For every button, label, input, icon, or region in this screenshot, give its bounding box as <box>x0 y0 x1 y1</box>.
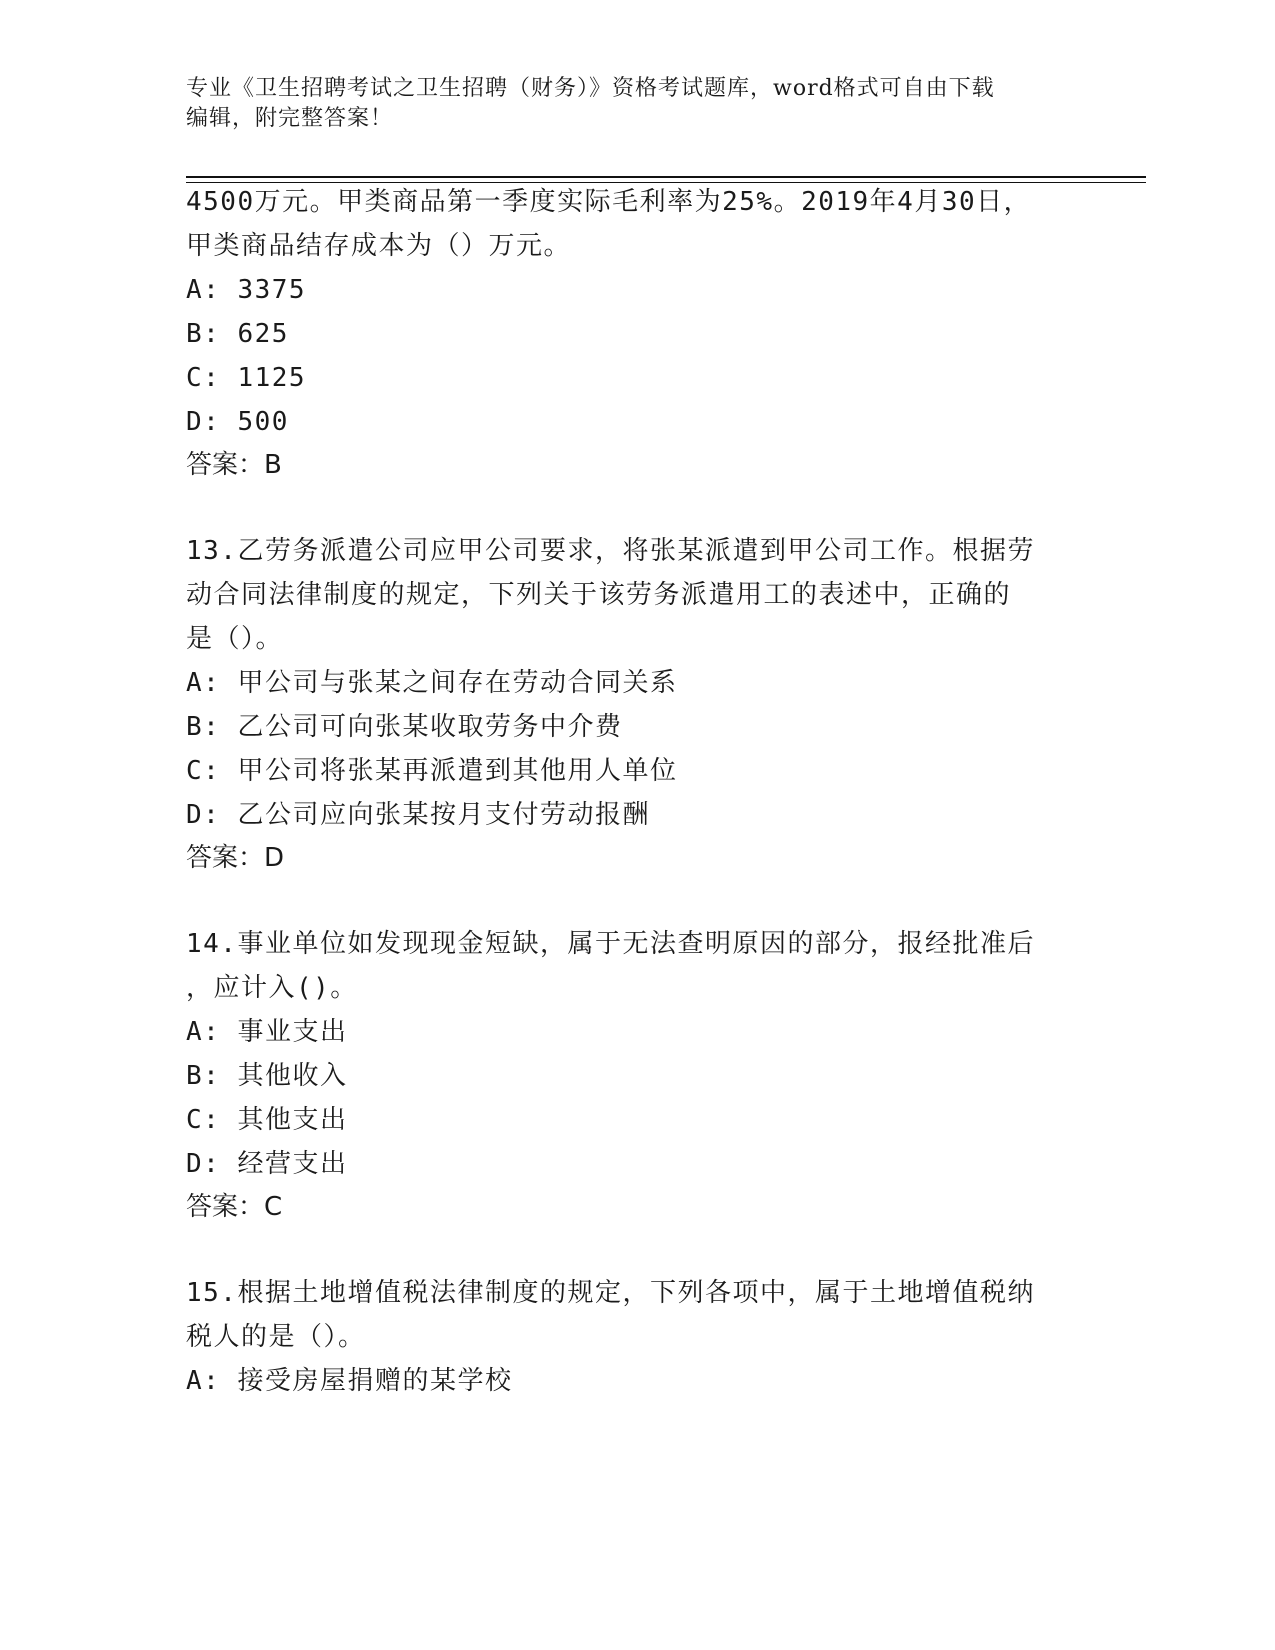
q13-option-a: A: 甲公司与张某之间存在劳动合同关系 <box>186 668 678 698</box>
q15-option-a: A: 接受房屋捐赠的某学校 <box>186 1366 513 1396</box>
header-rule-thin <box>186 182 1146 183</box>
q13-answer: 答案：D <box>186 843 285 873</box>
q12-stem-line-2: 甲类商品结存成本为（）万元。 <box>186 231 572 261</box>
header-line-1: 专业《卫生招聘考试之卫生招聘（财务）》资格考试题库，word格式可自由下载 <box>186 76 995 101</box>
q14-option-a: A: 事业支出 <box>186 1017 348 1047</box>
q13-stem-line-2: 动合同法律制度的规定，下列关于该劳务派遣用工的表述中，正确的 <box>186 580 1012 610</box>
q12-stem-line-1: 4500万元。甲类商品第一季度实际毛利率为25%。2019年4月30日， <box>186 187 1032 217</box>
q12-option-b: B: 625 <box>186 319 289 349</box>
q12-option-c: C: 1125 <box>186 363 307 393</box>
q12-option-a: A: 3375 <box>186 275 307 305</box>
q14-option-b: B: 其他收入 <box>186 1061 348 1091</box>
q14-answer: 答案：C <box>186 1192 283 1222</box>
header-line-2: 编辑，附完整答案！ <box>186 106 394 131</box>
q13-option-d: D: 乙公司应向张某按月支付劳动报酬 <box>186 800 650 830</box>
q15-stem-line-1: 15.根据土地增值税法律制度的规定，下列各项中，属于土地增值税纳 <box>186 1278 1035 1308</box>
q15-stem-line-2: 税人的是（）。 <box>186 1322 366 1352</box>
q13-option-b: B: 乙公司可向张某收取劳务中介费 <box>186 712 623 742</box>
q14-stem-line-1: 14.事业单位如发现现金短缺，属于无法查明原因的部分，报经批准后 <box>186 929 1035 959</box>
q13-stem-line-3: 是（）。 <box>186 624 284 654</box>
document-header <box>186 74 1086 134</box>
q13-stem-line-1: 13.乙劳务派遣公司应甲公司要求，将张某派遣到甲公司工作。根据劳 <box>186 536 1035 566</box>
q12-option-d: D: 500 <box>186 407 289 437</box>
q13-option-c: C: 甲公司将张某再派遣到其他用人单位 <box>186 756 678 786</box>
header-rule-thick <box>186 176 1146 178</box>
q12-answer: 答案：B <box>186 450 282 480</box>
q14-option-c: C: 其他支出 <box>186 1105 348 1135</box>
q14-option-d: D: 经营支出 <box>186 1149 348 1179</box>
q14-stem-line-2: ，应计入()。 <box>186 973 358 1003</box>
